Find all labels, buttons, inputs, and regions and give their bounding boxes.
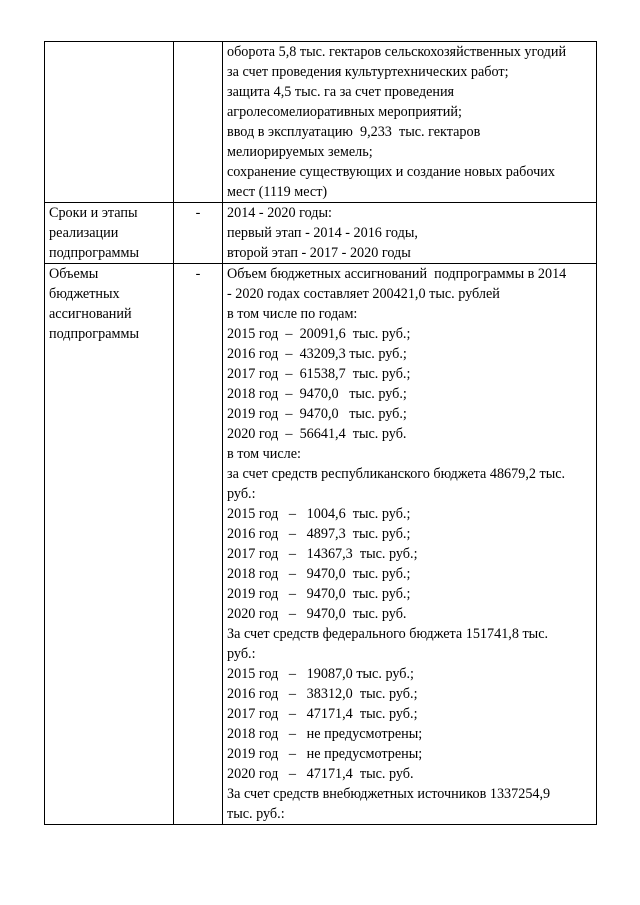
content-line: руб.: (227, 486, 256, 502)
label-line: ассигнований (49, 306, 132, 322)
content-line: 2020 год – 9470,0 тыс. руб. (227, 606, 407, 622)
content-line: тыс. руб.: (227, 806, 285, 822)
content-line: - 2020 годах составляет 200421,0 тыс. рублей (227, 286, 500, 302)
content-line: оборота 5,8 тыс. гектаров сельскохозяйственных угодий (227, 44, 567, 60)
content-line: За счет средств федерального бюджета 151741,8 тыс. (227, 626, 549, 642)
row-content (223, 264, 597, 825)
label-line: бюджетных (49, 286, 120, 302)
content-line: За счет средств внебюджетных источников 1337254,9 (227, 786, 551, 802)
content-line: 2018 год – 9470,0 тыс. руб.; (227, 386, 407, 402)
content-line: 2019 год – 9470,0 тыс. руб.; (227, 586, 411, 602)
label-line: Объемы (49, 266, 99, 282)
content-line: 2015 год – 1004,6 тыс. руб.; (227, 506, 411, 522)
content-line: за счет проведения культуртехнических работ; (227, 64, 509, 80)
content-line: защита 4,5 тыс. га за счет проведения (227, 84, 455, 100)
row-label (45, 203, 174, 264)
content-line: в том числе: (227, 446, 301, 462)
content-line: сохранение существующих и создание новых рабочих (227, 164, 555, 180)
content-line: 2016 год – 4897,3 тыс. руб.; (227, 526, 411, 542)
content-line: Объем бюджетных ассигнований подпрограммы в 2014 (227, 266, 567, 282)
content-line: 2015 год – 19087,0 тыс. руб.; (227, 666, 414, 682)
content-line: мелиорируемых земель; (227, 144, 373, 160)
content-line: 2018 год – 9470,0 тыс. руб.; (227, 566, 411, 582)
label-line: подпрограммы (49, 245, 139, 261)
content-line: 2020 год – 56641,4 тыс. руб. (227, 426, 407, 442)
content-line: 2017 год – 14367,3 тыс. руб.; (227, 546, 418, 562)
content-line: за счет средств республиканского бюджета 48679,2 тыс. (227, 466, 566, 482)
content-line: 2020 год – 47171,4 тыс. руб. (227, 766, 414, 782)
content-line: 2017 год – 61538,7 тыс. руб.; (227, 366, 411, 382)
content-line: мест (1119 мест) (227, 184, 328, 200)
content-line: 2019 год – 9470,0 тыс. руб.; (227, 406, 407, 422)
content-line: руб.: (227, 646, 256, 662)
content-line: 2017 год – 47171,4 тыс. руб.; (227, 706, 418, 722)
content-line: 2016 год – 43209,3 тыс. руб.; (227, 346, 407, 362)
label-line: реализации (49, 225, 119, 241)
table-row (45, 203, 597, 264)
content-line: 2016 год – 38312,0 тыс. руб.; (227, 686, 418, 702)
label-line: подпрограммы (49, 326, 139, 342)
row-dash (174, 42, 223, 203)
content-line: второй этап - 2017 - 2020 годы (227, 245, 411, 261)
row-dash: - (174, 203, 223, 264)
row-label (45, 42, 174, 203)
content-line: 2015 год – 20091,6 тыс. руб.; (227, 326, 411, 342)
table-row (45, 42, 597, 203)
content-line: первый этап - 2014 - 2016 годы, (227, 225, 418, 241)
row-dash: - (174, 264, 223, 825)
row-label (45, 264, 174, 825)
table-body (45, 42, 597, 825)
row-content (223, 203, 597, 264)
content-line: 2019 год – не предусмотрены; (227, 746, 423, 762)
label-line: Сроки и этапы (49, 205, 138, 221)
content-line: 2014 - 2020 годы: (227, 205, 332, 221)
row-content (223, 42, 597, 203)
content-line: 2018 год – не предусмотрены; (227, 726, 423, 742)
content-line: ввод в эксплуатацию 9,233 тыс. гектаров (227, 124, 481, 140)
table-row (45, 264, 597, 825)
content-line: агролесомелиоративных мероприятий; (227, 104, 462, 120)
content-line: в том числе по годам: (227, 306, 358, 322)
program-passport-table (44, 41, 597, 825)
